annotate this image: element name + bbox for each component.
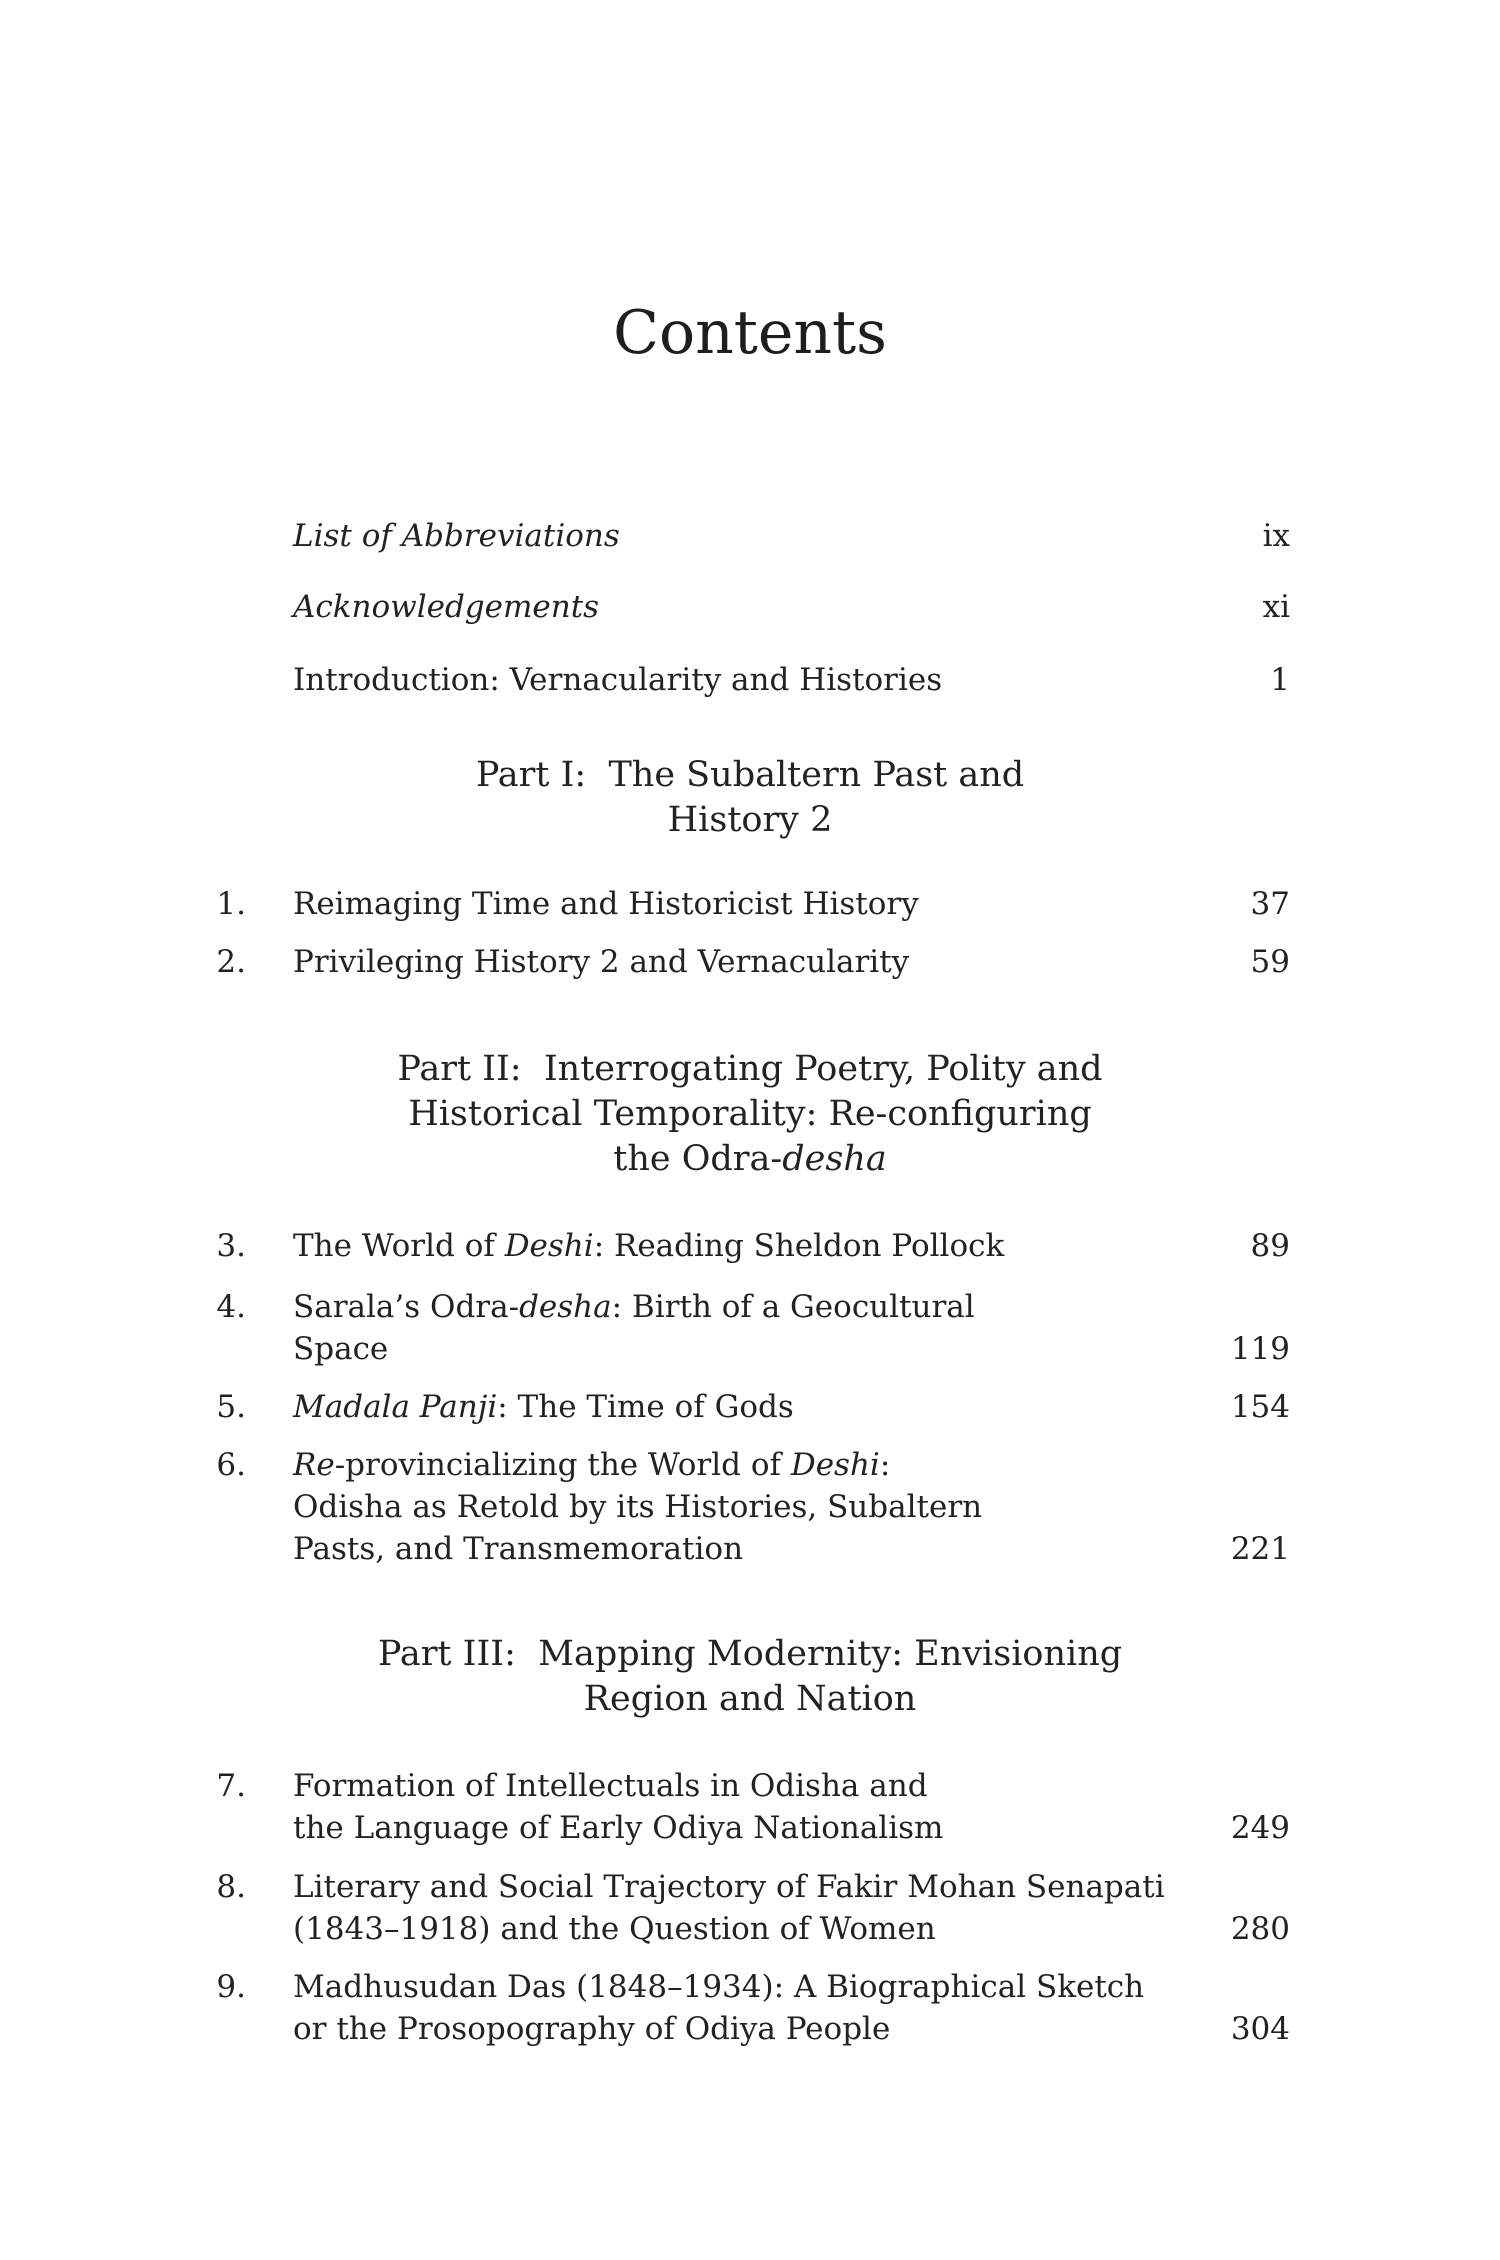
toc-entry-title: Acknowledgements bbox=[293, 589, 600, 625]
part-heading-line: Region and Nation bbox=[583, 1679, 917, 1719]
chapter-number: 8. bbox=[216, 1869, 246, 1905]
toc-entry-page: ix bbox=[1262, 518, 1290, 554]
chapter-page: 249 bbox=[1230, 1810, 1290, 1846]
part-heading bbox=[0, 753, 1500, 843]
toc-entry[interactable] bbox=[0, 586, 1500, 628]
part-heading-line: Part III: Mapping Modernity: Envisioning bbox=[377, 1634, 1123, 1674]
toc-chapter[interactable] bbox=[0, 1765, 1500, 1849]
chapter-number: 5. bbox=[216, 1389, 246, 1425]
chapter-page: 304 bbox=[1230, 2011, 1290, 2047]
chapter-page: 119 bbox=[1230, 1331, 1290, 1367]
chapter-title: Sarala’s Odra-desha: Birth of a Geocultural Space bbox=[293, 1289, 975, 1367]
part-heading-line: the Odra-desha bbox=[613, 1139, 887, 1179]
part-heading-line: Part I: The Subaltern Past and bbox=[475, 755, 1025, 795]
chapter-title: Madhusudan Das (1848–1934): A Biographical Sketch or the Prosopography of Odiya People bbox=[293, 1969, 1145, 2047]
part-heading-line: Part II: Interrogating Poetry, Polity and bbox=[397, 1049, 1103, 1089]
toc-entry-page: 1 bbox=[1270, 662, 1290, 698]
chapter-page: 221 bbox=[1230, 1531, 1290, 1567]
toc-entry[interactable] bbox=[0, 515, 1500, 557]
toc-entry[interactable] bbox=[0, 659, 1500, 701]
chapter-page: 89 bbox=[1250, 1228, 1290, 1264]
chapter-number: 7. bbox=[216, 1768, 246, 1804]
chapter-number: 2. bbox=[216, 944, 246, 980]
toc-chapter[interactable] bbox=[0, 1286, 1500, 1370]
chapter-title: Re-provincializing the World of Deshi: Odisha as Retold by its Histories, Subaltern Pasts, and Transmemoration bbox=[293, 1447, 983, 1567]
toc-entry-page: xi bbox=[1262, 589, 1290, 625]
toc-chapter[interactable] bbox=[0, 1386, 1500, 1428]
chapter-number: 4. bbox=[216, 1289, 246, 1325]
toc-chapter[interactable] bbox=[0, 1225, 1500, 1267]
chapter-title: Formation of Intellectuals in Odisha and the Language of Early Odiya Nationalism bbox=[293, 1768, 944, 1846]
toc-entry-title: List of Abbreviations bbox=[293, 518, 620, 554]
chapter-page: 37 bbox=[1250, 886, 1290, 922]
chapter-title: Madala Panji: The Time of Gods bbox=[293, 1389, 794, 1425]
chapter-number: 9. bbox=[216, 1969, 246, 2005]
chapter-page: 280 bbox=[1230, 1911, 1290, 1947]
toc-chapter[interactable] bbox=[0, 1966, 1500, 2050]
chapter-number: 3. bbox=[216, 1228, 246, 1264]
part-heading-line: History 2 bbox=[667, 800, 833, 840]
chapter-page: 59 bbox=[1250, 944, 1290, 980]
chapter-title: The World of Deshi: Reading Sheldon Pollock bbox=[293, 1228, 1005, 1264]
toc-chapter[interactable] bbox=[0, 941, 1500, 983]
chapter-title: Privileging History 2 and Vernacularity bbox=[293, 944, 910, 980]
chapter-title: Reimaging Time and Historicist History bbox=[293, 886, 919, 922]
part-heading bbox=[0, 1632, 1500, 1722]
toc-chapter[interactable] bbox=[0, 883, 1500, 925]
toc-chapter[interactable] bbox=[0, 1444, 1500, 1570]
chapter-number: 1. bbox=[216, 886, 246, 922]
page-title: Contents bbox=[613, 298, 887, 368]
chapter-page: 154 bbox=[1230, 1389, 1290, 1425]
part-heading bbox=[0, 1047, 1500, 1182]
chapter-title: Literary and Social Trajectory of Fakir Mohan Senapati (1843–1918) and the Question of Women bbox=[293, 1869, 1165, 1947]
toc-entry-title: Introduction: Vernacularity and Histories bbox=[293, 662, 943, 698]
chapter-number: 6. bbox=[216, 1447, 246, 1483]
toc-chapter[interactable] bbox=[0, 1866, 1500, 1950]
part-heading-line: Historical Temporality: Re-configuring bbox=[408, 1094, 1092, 1134]
